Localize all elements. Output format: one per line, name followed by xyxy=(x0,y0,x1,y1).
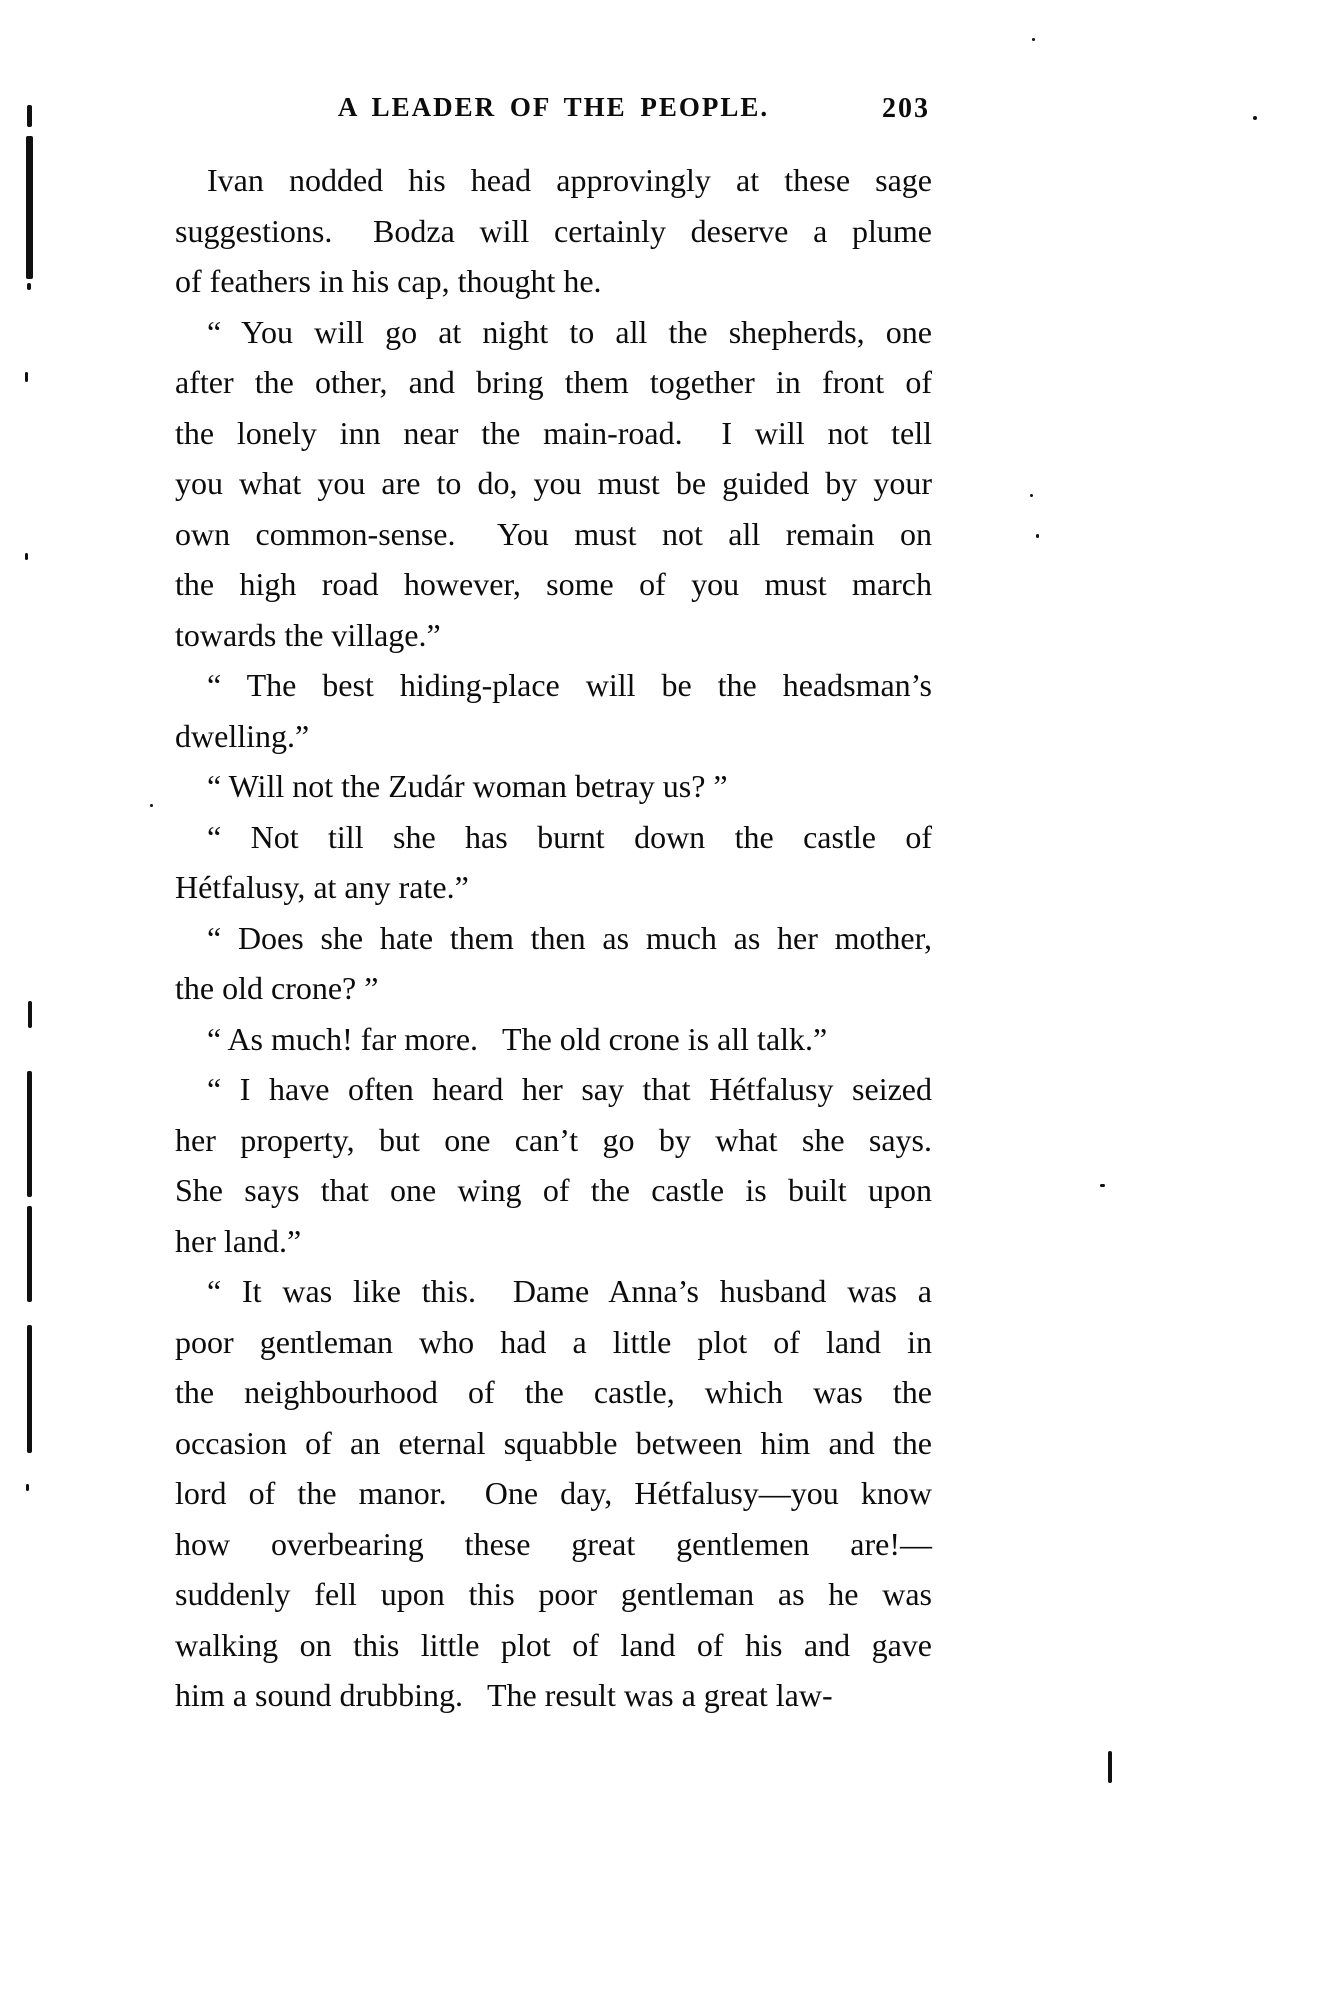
text-line: the old crone? ” xyxy=(175,970,379,1006)
scan-artifact xyxy=(26,1484,29,1491)
scan-speck xyxy=(1030,494,1033,497)
text-line: “ I have often heard her say that Hétfalusy seized xyxy=(207,1071,932,1107)
paragraph xyxy=(175,660,932,761)
text-line: “ Will not the Zudár woman betray us? ” xyxy=(207,768,728,804)
paragraph xyxy=(175,155,932,307)
text-line: her land.” xyxy=(175,1222,302,1259)
page-header xyxy=(175,92,932,134)
paragraph xyxy=(175,1266,932,1721)
text-line: poor gentleman who had a little plot of land in xyxy=(175,1323,932,1360)
text-line: dwelling.” xyxy=(175,717,310,754)
body-text xyxy=(175,155,932,1721)
scan-artifact xyxy=(27,283,31,290)
text-line: suddenly fell upon this poor gentleman as he was xyxy=(175,1576,932,1612)
paragraph xyxy=(175,761,932,812)
scan-artifact xyxy=(27,105,32,127)
text-line: how overbearing these great gentlemen are!— xyxy=(175,1525,932,1562)
scan-artifact xyxy=(28,1001,32,1028)
text-line: her property, but one can’t go by what she says. xyxy=(175,1121,932,1158)
scan-speck xyxy=(1032,38,1035,41)
paragraph xyxy=(175,307,932,661)
scan-speck xyxy=(150,804,153,807)
scan-artifact xyxy=(26,136,33,279)
text-line: Hétfalusy, at any rate.” xyxy=(175,869,469,905)
text-line: after the other, and bring them together in front of xyxy=(175,364,932,400)
scan-artifact xyxy=(25,372,28,382)
text-line: the neighbourhood of the castle, which was the xyxy=(175,1374,932,1410)
paragraph xyxy=(175,1014,932,1065)
scan-artifact xyxy=(25,553,28,560)
scan-speck xyxy=(1100,1184,1105,1187)
scan-speck xyxy=(1036,534,1039,538)
text-line: occasion of an eternal squabble between him and the xyxy=(175,1424,932,1461)
page-number: 203 xyxy=(882,93,930,124)
text-line: the lonely inn near the main-road. I will not tell xyxy=(175,414,932,451)
scan-artifact xyxy=(27,1071,32,1197)
running-title: A LEADER OF THE PEOPLE. xyxy=(337,92,770,122)
scan-artifact xyxy=(27,1325,32,1453)
text-line: Ivan nodded his head approvingly at these sage xyxy=(207,162,932,198)
paragraph xyxy=(175,1064,932,1266)
text-line: “ You will go at night to all the shepherds, one xyxy=(207,313,932,350)
scan-artifact xyxy=(1108,1751,1112,1783)
text-line: towards the village.” xyxy=(175,616,441,653)
text-line: suggestions. Bodza will certainly deserve a plume xyxy=(175,212,932,249)
paragraph xyxy=(175,913,932,1014)
scan-artifact xyxy=(27,1206,32,1302)
text-line: She says that one wing of the castle is built upon xyxy=(175,1172,932,1208)
text-line: walking on this little plot of land of his and gave xyxy=(175,1626,932,1663)
text-line: the high road however, some of you must march xyxy=(175,566,932,602)
text-line: him a sound drubbing. The result was a great law- xyxy=(175,1677,833,1713)
text-line: “ Not till she has burnt down the castle of xyxy=(207,818,932,855)
text-line: “ Does she hate them then as much as her mother, xyxy=(207,919,932,956)
text-line: own common-sense. You must not all remain on xyxy=(175,515,932,552)
text-line: of feathers in his cap, thought he. xyxy=(175,263,602,299)
text-line: “ As much! far more. The old crone is all talk.” xyxy=(207,1020,828,1057)
text-line: lord of the manor. One day, Hétfalusy—you know xyxy=(175,1475,932,1511)
paragraph xyxy=(175,812,932,913)
text-line: you what you are to do, you must be guided by your xyxy=(175,465,932,501)
text-line: “ It was like this. Dame Anna’s husband was a xyxy=(207,1273,932,1309)
scan-speck xyxy=(1253,116,1257,120)
text-line: “ The best hiding-place will be the headsman’s xyxy=(207,667,932,703)
